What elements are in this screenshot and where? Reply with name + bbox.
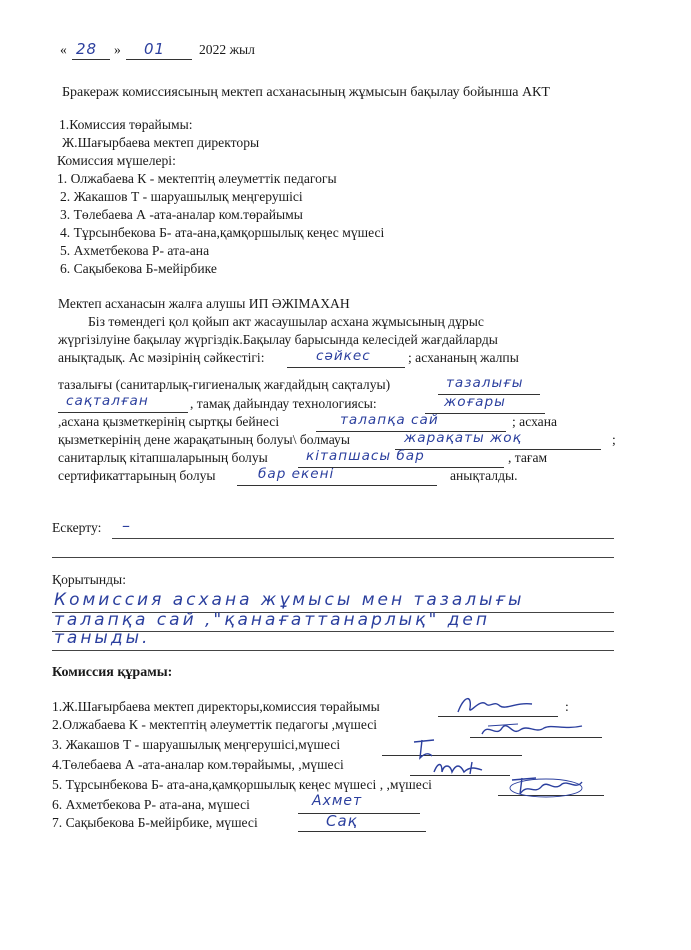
body-line: жүргізілуіне бақылау жүргіздік.Бақылау барысында келесідей жағдайларды: [58, 332, 498, 347]
body-line: ; асхана: [512, 414, 558, 429]
quote-close: »: [114, 42, 121, 57]
member-item: 4. Тұрсынбекова Б- ата-ана,қамқоршылық кеңес мүшесі: [60, 225, 385, 240]
chair-heading: 1.Комиссия төрайымы:: [59, 117, 193, 132]
hw-menu-answer: сәйкес: [316, 348, 371, 364]
signature-row: 6. Ахметбекова Р- ата-ана, мүшесі: [52, 797, 250, 812]
body-line: сертификаттарының болуы: [58, 468, 216, 483]
signature-row: 2.Олжабаева К - мектептің әлеуметтік педагогы ,мүшесі: [52, 717, 378, 732]
member-item: 2. Жакашов Т - шаруашылық меңгерушісі: [60, 189, 303, 204]
hw-clean-answer-1: тазалығы: [446, 375, 524, 391]
hw-clean-answer-2: сақталған: [66, 393, 149, 409]
signature-row: 7. Сақыбекова Б-мейірбике, мүшесі: [52, 815, 258, 830]
signature-scribble-text: Ахмет: [312, 793, 363, 809]
body-line: тазалығы (санитарлық-гигиеналық жағдайдың сақталуы): [58, 377, 391, 392]
quote-open: «: [60, 42, 67, 57]
body-line: ; асхананың жалпы: [408, 350, 519, 365]
document-title: Бракераж комиссиясының мектеп асханасының жұмысын бақылау бойынша АКТ: [62, 85, 550, 100]
body-line: Біз төмендегі қол қойып акт жасаушылар асхана жұмысының дұрыс: [88, 314, 484, 329]
hw-conclusion-line-2: талапқа сай ,"қанағаттанарлық" деп: [54, 610, 490, 630]
body-line: ,асхана қызметкерінің сыртқы бейнесі: [58, 414, 280, 429]
hw-cert-answer: бар екені: [258, 466, 335, 482]
signature-row: 3. Жакашов Т - шаруашылық меңгерушісі,мүшесі: [52, 737, 341, 752]
body-line: ;: [612, 432, 616, 447]
note-label: Ескерту:: [52, 520, 102, 535]
hw-conclusion-line-3: таныды.: [54, 628, 151, 648]
member-item: 6. Сақыбекова Б-мейірбике: [60, 261, 217, 276]
hw-tech-answer: жоғары: [444, 394, 506, 410]
members-heading: Комиссия мүшелері:: [57, 153, 176, 168]
signature-row: 5. Тұрсынбекова Б- ата-ана,қамқоршылық кеңес мүшесі , ,мүшесі: [52, 777, 432, 792]
body-line: , тамақ дайындау технологиясы:: [190, 396, 377, 411]
member-item: 1. Олжабаева К - мектептің әлеуметтік педагогы: [57, 171, 337, 186]
lessee-line: Мектеп асханасын жалға алушы ИП ӘЖІМАХАН: [58, 296, 350, 311]
body-line: анықтадық. Ас мәзірінің сәйкестігі:: [58, 350, 265, 365]
note-value: –: [122, 516, 131, 535]
hw-conclusion-line-1: Комиссия асхана жұмысы мен тазалығы: [54, 590, 525, 610]
signature-scribble: [506, 774, 586, 804]
body-line: қызметкерінің дене жарақатының болуы\ болмауы: [58, 432, 350, 447]
member-item: 5. Ахметбекова Р- ата-ана: [60, 243, 210, 258]
signature-scribble: [430, 758, 500, 782]
body-line: , тағам: [508, 450, 548, 465]
conclusion-label: Қорытынды:: [52, 572, 126, 587]
hw-books-answer: кітапшасы бар: [306, 448, 425, 464]
signature-row: 1.Ж.Шағырбаева мектеп директоры,комиссия төрайымы: [52, 699, 380, 714]
member-item: 3. Төлебаева А -ата-аналар ком.төрайымы: [60, 207, 303, 222]
body-line: анықталды.: [450, 468, 518, 483]
signature-scribble: [478, 718, 588, 746]
chair-name: Ж.Шағырбаева мектеп директоры: [62, 135, 260, 150]
body-line: санитарлық кітапшаларының болуы: [58, 450, 268, 465]
date-year: 2022 жыл: [199, 42, 255, 57]
signature-row: 4.Төлебаева А -ата-аналар ком.төрайымы, ,мүшесі: [52, 757, 344, 772]
signature-scribble-text: Сақ: [326, 812, 358, 830]
signatures-heading: Комиссия құрамы:: [52, 665, 173, 680]
date-day: 28: [76, 40, 98, 58]
date-month: 01: [144, 40, 166, 58]
signature-row-tail: :: [565, 699, 569, 714]
hw-look-answer: талапқа сай: [340, 412, 439, 428]
hw-injury-answer: жарақаты жоқ: [404, 430, 522, 446]
